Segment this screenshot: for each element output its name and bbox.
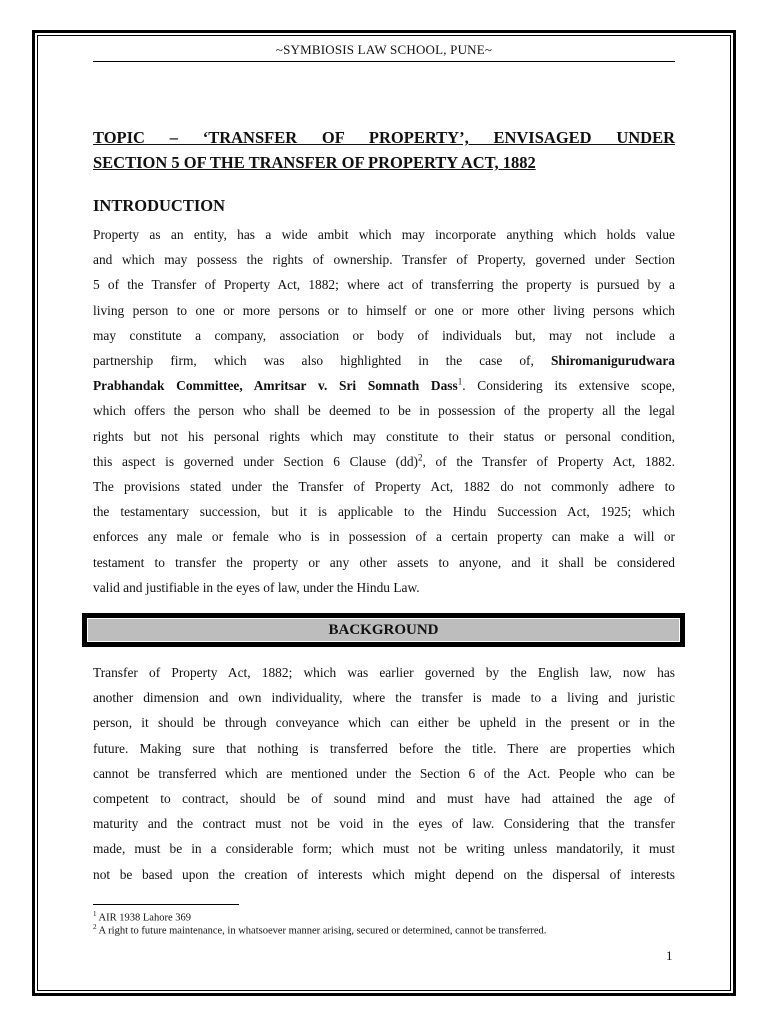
header-rule <box>93 61 675 62</box>
footnote-ref-2[interactable]: 2 <box>417 452 423 463</box>
background-heading: BACKGROUND <box>87 618 680 642</box>
introduction-heading: INTRODUCTION <box>93 196 226 215</box>
background-paragraph <box>93 660 675 887</box>
intro-line: 5 of the Transfer of Property Act, 1882; where act of transferring the property is pursued by a <box>93 277 675 293</box>
background-line: person, it should be through conveyance which can either be upheld in the present or in the <box>93 715 675 731</box>
intro-line-6-text: partnership firm, which was also highlighted in the case of, <box>93 353 534 369</box>
background-line: competent to contract, should be of sound mind and must have had attained the age of <box>93 791 675 807</box>
topic-line-2: SECTION 5 OF THE TRANSFER OF PROPERTY ACT, 1882 <box>93 153 536 172</box>
intro-line-7-text: . Considering its extensive scope, <box>462 378 675 394</box>
intro-line: living person to one or more persons or to himself or one or more other living persons which <box>93 302 675 318</box>
case-name-part-2: Prabhandak Committee, Amritsar v. Sri Somnath Dass <box>93 378 458 394</box>
introduction-paragraph <box>93 222 675 600</box>
intro-line: may constitute a company, association or body of individuals but, may not include a <box>93 327 675 343</box>
intro-line: Property as an entity, has a wide ambit which may incorporate anything which holds value <box>93 227 675 242</box>
intro-line <box>93 348 675 373</box>
footnote-separator <box>93 904 239 905</box>
background-line: another dimension and own individuality, where the transfer is made to a living and juristic <box>93 690 675 706</box>
background-line: maturity and the contract must not be void in the eyes of law. Considering that the transfer <box>93 816 675 832</box>
background-line: cannot be transferred which are mentioned under the Section 6 of the Act. People who can be <box>93 765 675 781</box>
topic-line-1: TOPIC – ‘TRANSFER OF PROPERTY’, ENVISAGED UNDER <box>93 128 675 147</box>
background-line: Transfer of Property Act, 1882; which was earlier governed by the English law, now has <box>93 665 675 680</box>
intro-line: enforces any male or female who is in possession of a certain property can make a will or <box>93 529 675 545</box>
page-number: 1 <box>666 948 673 963</box>
background-line: future. Making sure that nothing is transferred before the title. There are properties which <box>93 740 675 756</box>
footnote-2 <box>93 921 546 938</box>
background-line: not be based upon the creation of interests which might depend on the dispersal of interests <box>93 866 675 882</box>
footnote-ref-1[interactable]: 1 <box>457 376 463 387</box>
footnote-text: A right to future maintenance, in whatsoever manner arising, secured or determined, cannot be transferred. <box>98 925 547 937</box>
topic-heading <box>93 125 675 175</box>
footnote-mark: 1 <box>93 910 97 918</box>
intro-line: testament to transfer the property or any other assets to anyone, and it shall be considered <box>93 554 675 570</box>
intro-line <box>93 449 675 474</box>
intro-line: The provisions stated under the Transfer of Property Act, 1882 do not commonly adhere to <box>93 479 675 495</box>
intro-line-10-text: this aspect is governed under Section 6 Clause (dd) <box>93 453 418 469</box>
case-name-part-1: Shiromanigurudwara <box>550 353 675 369</box>
intro-line <box>93 373 675 398</box>
intro-line-10-text-post: , of the Transfer of Property Act, 1882. <box>422 453 675 469</box>
footnote-text: AIR 1938 Lahore 369 <box>98 912 191 924</box>
intro-line: the testamentary succession, but it is applicable to the Hindu Succession Act, 1925; which <box>93 504 675 520</box>
intro-line: which offers the person who shall be deemed to be in possession of the property all the legal <box>93 403 675 419</box>
document-header: ~SYMBIOSIS LAW SCHOOL, PUNE~ <box>275 42 493 57</box>
footnote-mark: 2 <box>93 923 97 931</box>
intro-line: and which may possess the rights of ownership. Transfer of Property, governed under Section <box>93 252 675 268</box>
intro-line: rights but not his personal rights which may constitute to their status or personal condition, <box>93 428 675 444</box>
background-line: made, must be in a considerable form; which must not be writing unless mandatorily, it must <box>93 841 675 857</box>
intro-line: valid and justifiable in the eyes of law, under the Hindu Law. <box>93 579 420 595</box>
